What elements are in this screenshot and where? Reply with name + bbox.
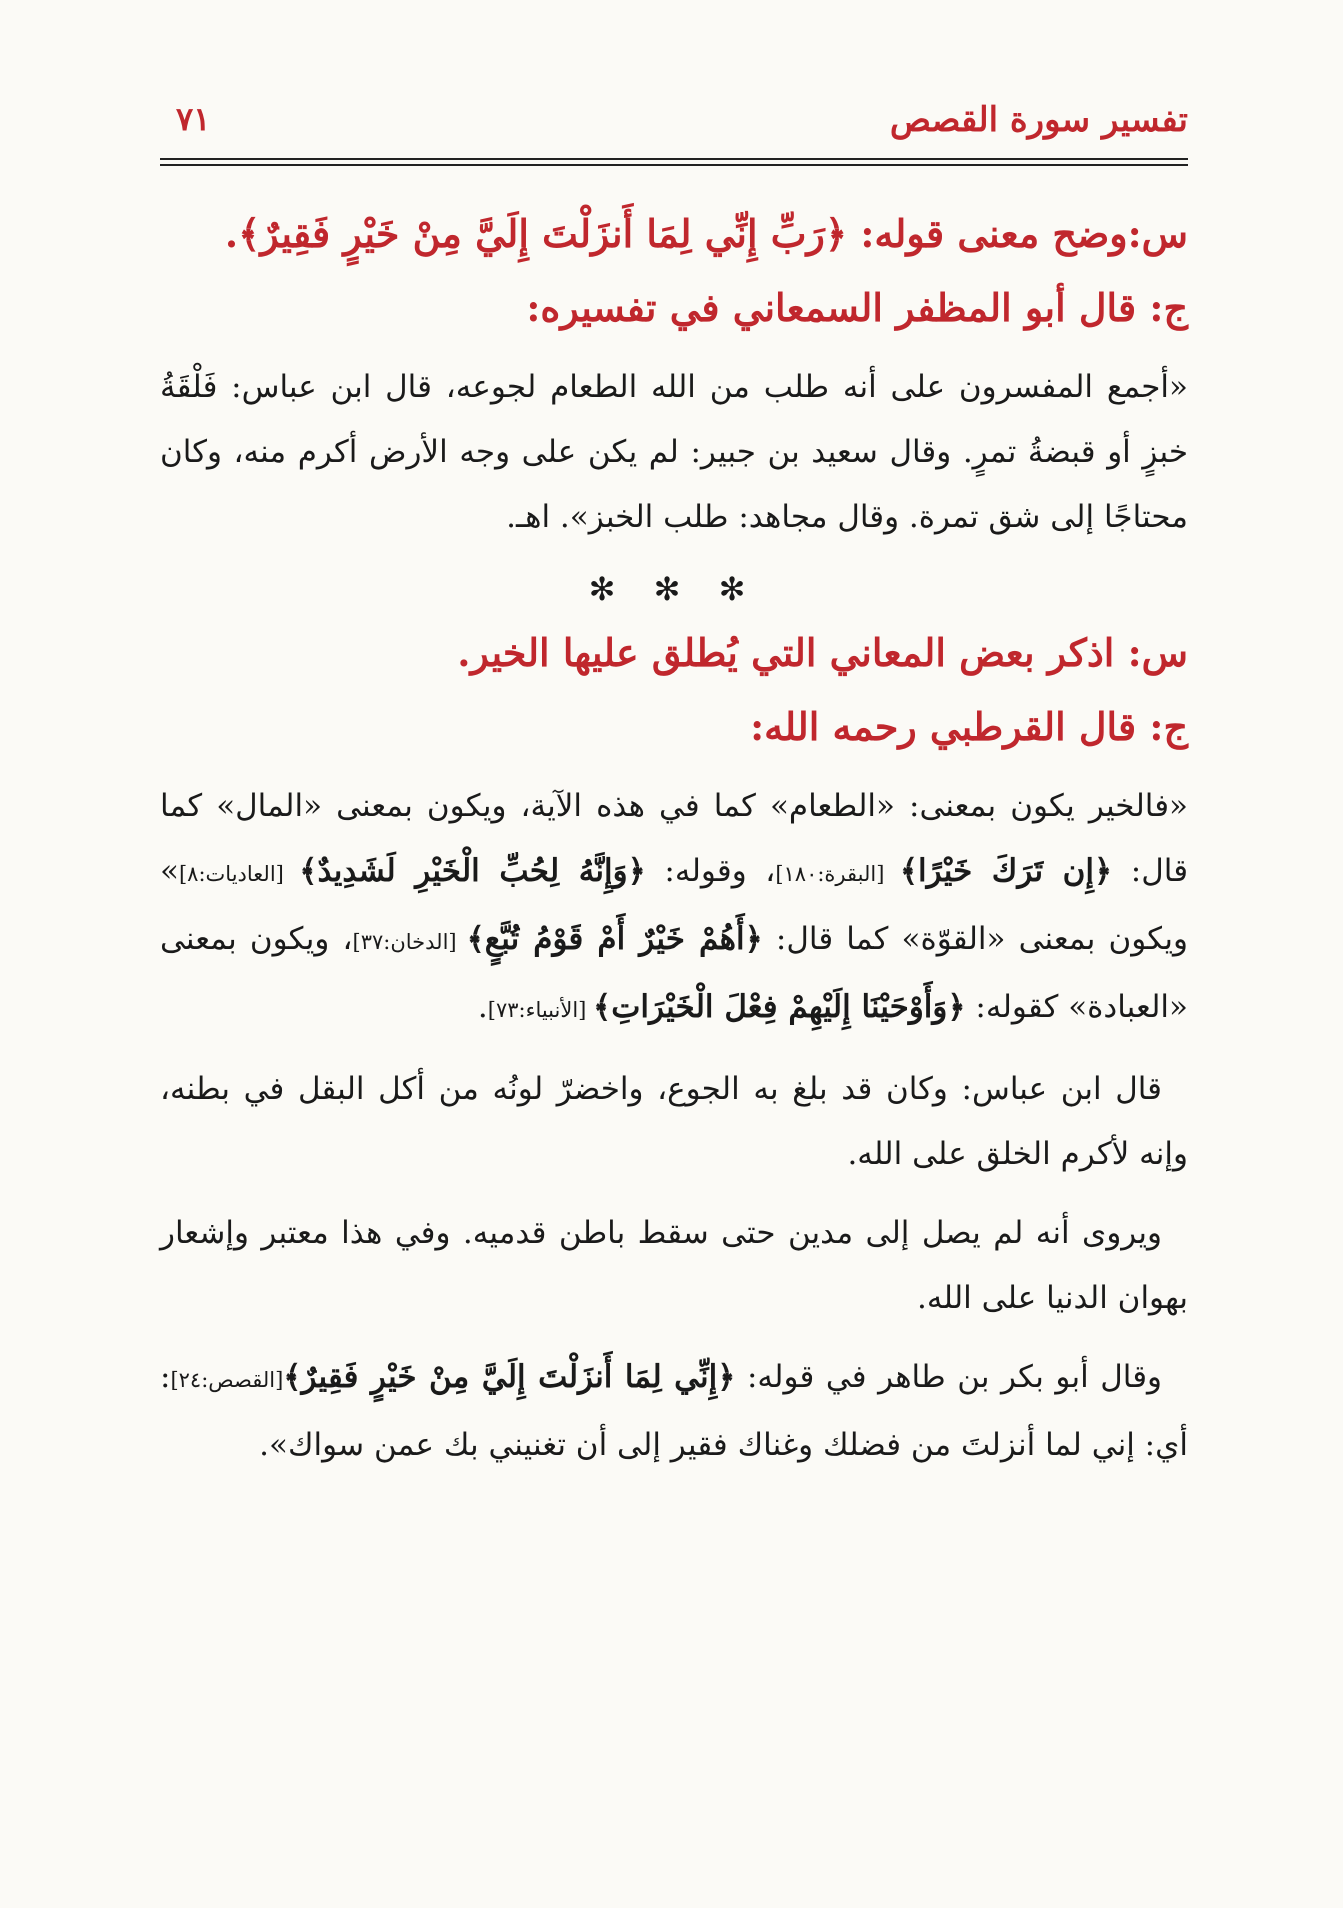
verse-reference: [العاديات:٨] — [178, 862, 300, 886]
header-rule-top — [160, 158, 1188, 160]
answer-2-paragraph-3: ويروى أنه لم يصل إلى مدين حتى سقط باطن قدميه. وفي هذا معتبر وإشعار بهوان الدنيا على الله. — [160, 1215, 1188, 1316]
answer-2-paragraph-1 — [160, 774, 1188, 1043]
page-header — [160, 100, 1188, 150]
section-separator: ✻ ✻ ✻ — [588, 570, 760, 608]
text-run: ، ويكون بمعنى «العبادة» كقوله: — [160, 921, 1188, 1025]
quran-verse: ﴿وَأَوْحَيْنَا إِلَيْهِمْ فِعْلَ الْخَيْرَاتِ﴾ — [593, 989, 966, 1025]
text-run: . — [477, 989, 488, 1025]
verse-reference: [القصص:٢٤] — [170, 1368, 284, 1392]
quran-verse: ﴿إِن تَرَكَ خَيْرًا﴾ — [899, 853, 1113, 889]
answer-1-heading: ج: قال أبو المظفر السمعاني في تفسيره: — [526, 285, 1188, 330]
quran-verse: ﴿أَهُمْ خَيْرٌ أَمْ قَوْمُ تُبَّعٍ﴾ — [466, 921, 763, 957]
quran-verse: ﴿وَإِنَّهُ لِحُبِّ الْخَيْرِ لَشَدِيدٌ﴾ — [299, 853, 646, 889]
verse-reference: [الدخان:٣٧] — [352, 930, 467, 954]
verse-reference: [الأنبياء:٧٣] — [487, 998, 594, 1022]
question-2: س: اذكر بعض المعاني التي يُطلق عليها الخير. — [457, 630, 1188, 675]
answer-2-paragraph-2: قال ابن عباس: وكان قد بلغ به الجوع، واخضرّ لونُه من أكل البقل في بطنه، وإنه لأكرم الخلق على الله. — [160, 1071, 1188, 1172]
page-content — [160, 205, 1188, 1492]
page-number: ٧١ — [176, 100, 211, 138]
quran-verse: ﴿إِنِّي لِمَا أَنزَلْتَ إِلَيَّ مِنْ خَيْرٍ فَقِيرٌ﴾ — [283, 1359, 736, 1395]
running-title: تفسير سورة القصص — [889, 100, 1188, 140]
answer-1-text: «أجمع المفسرون على أنه طلب من الله الطعام لجوعه، قال ابن عباس: فَلْقَةُ خبزٍ أو قبضةُ تمرٍ. وقال سعيد بن جبير: لم يكن على وجه الأرض أكرم منه، وكان محتاجًا إلى شق تمرة. وقال مجاهد: طلب الخبز». اهـ. — [160, 369, 1188, 535]
text-run: » ويكون بمعنى «القوّة» كما قال: — [160, 853, 1188, 957]
text-run: «فالخير يكون بمعنى: «الطعام» كما في هذه الآية، ويكون بمعنى «المال» كما قال: — [160, 788, 1189, 889]
text-run: : أي: إني لما أنزلتَ من فضلك وغناك فقير إلى أن تغنيني بك عمن سواك». — [160, 1359, 1188, 1463]
verse-reference: [البقرة:١٨٠] — [775, 862, 900, 886]
header-rule-bottom — [160, 164, 1188, 166]
text-run: وقال أبو بكر بن طاهر في قوله: — [735, 1359, 1163, 1395]
answer-2-heading: ج: قال القرطبي رحمه الله: — [750, 704, 1188, 749]
text-run: ، وقوله: — [645, 853, 776, 889]
question-1: س:وضح معنى قوله: ﴿رَبِّ إِنِّي لِمَا أَنزَلْتَ إِلَيَّ مِنْ خَيْرٍ فَقِيرٌ﴾. — [224, 211, 1188, 256]
answer-2-paragraph-4 — [160, 1345, 1188, 1478]
